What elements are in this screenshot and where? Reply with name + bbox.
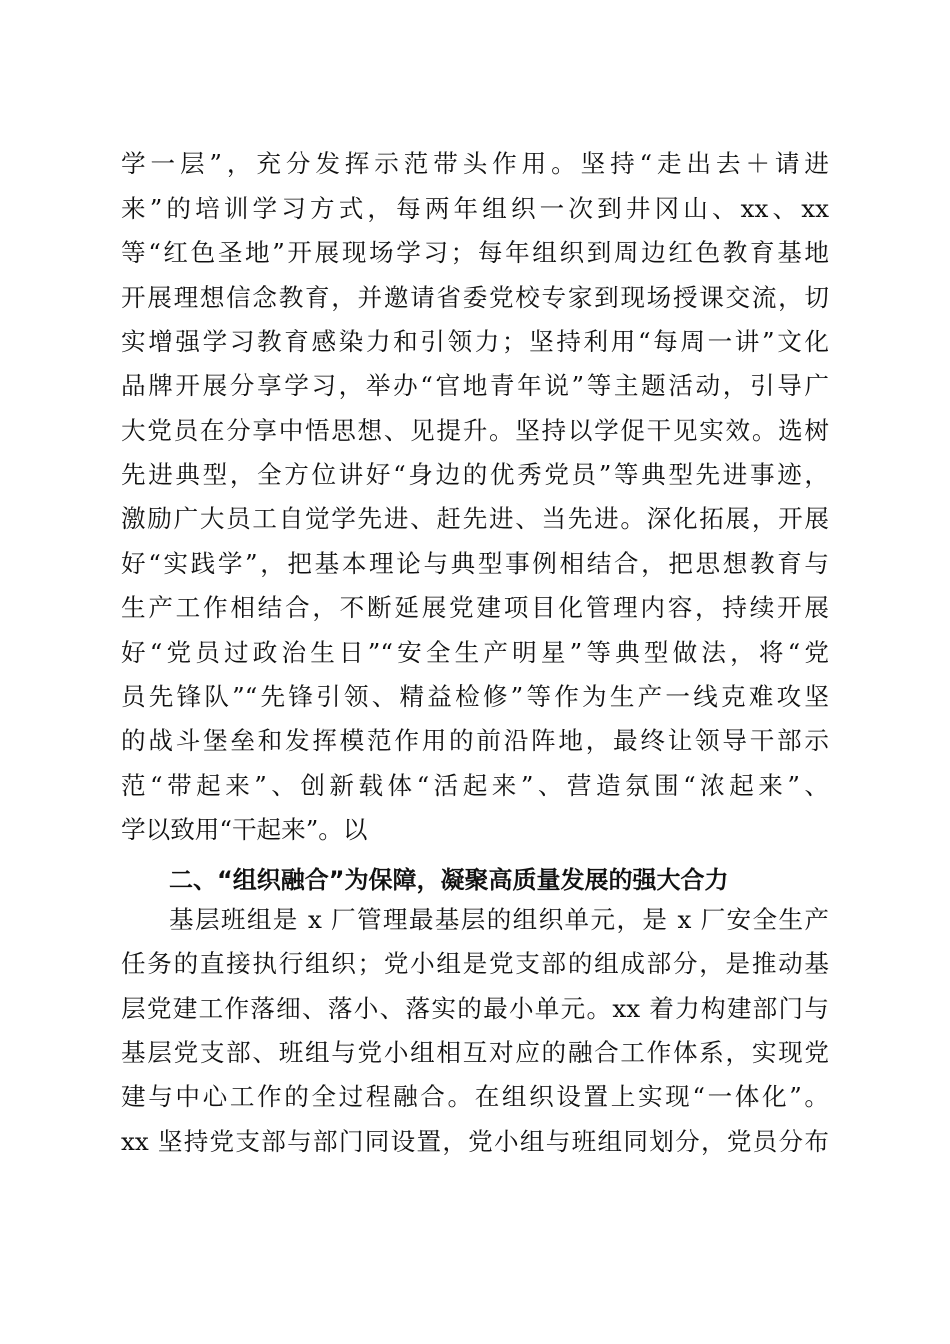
paragraph-line: 来”的培训学习方式，每两年组织一次到井冈山、xx、xx (121, 194, 829, 223)
paragraph-line: 好“实践学”，把基本理论与典型事例相结合，把思想教育与 (121, 549, 829, 578)
paragraph-line: 的战斗堡垒和发挥模范作用的前沿阵地，最终让领导干部示 (121, 726, 829, 755)
paragraph-line: 员先锋队”“先锋引领、精益检修”等作为生产一线克难攻坚 (121, 682, 829, 711)
section-heading: 二、“组织融合”为保障，凝聚高质量发展的强大合力 (169, 866, 729, 894)
paragraph-line: 学一层”，充分发挥示范带头作用。坚持“走出去＋请进 (121, 149, 829, 178)
paragraph-line: 基层党支部、班组与党小组相互对应的融合工作体系，实现党 (121, 1038, 829, 1067)
paragraph-line: 学以致用“干起来”。以 (121, 815, 368, 844)
paragraph-line: 实增强学习教育感染力和引领力；坚持利用“每周一讲”文化 (121, 327, 829, 356)
paragraph-line: 激励广大员工自觉学先进、赶先进、当先进。深化拓展，开展 (121, 504, 829, 533)
paragraph-line: 先进典型，全方位讲好“身边的优秀党员”等典型先进事迹， (121, 460, 829, 489)
paragraph-line: 基层班组是 x 厂管理最基层的组织单元，是 x 厂安全生产 (169, 905, 829, 934)
paragraph-line: 大党员在分享中悟思想、见提升。坚持以学促干见实效。选树 (121, 416, 829, 445)
paragraph-line: 开展理想信念教育，并邀请省委党校专家到现场授课交流，切 (121, 283, 829, 312)
paragraph-line: 等“红色圣地”开展现场学习；每年组织到周边红色教育基地 (121, 238, 829, 267)
paragraph-line: xx 坚持党支部与部门同设置，党小组与班组同划分，党员分布 (121, 1127, 829, 1156)
paragraph-line: 建与中心工作的全过程融合。在组织设置上实现“一体化”。 (121, 1082, 829, 1111)
paragraph-line: 任务的直接执行组织；党小组是党支部的组成部分，是推动基 (121, 949, 829, 978)
paragraph-line: 范“带起来”、创新载体“活起来”、营造氛围“浓起来”、 (121, 771, 829, 800)
paragraph-line: 层党建工作落细、落小、落实的最小单元。xx 着力构建部门与 (121, 994, 829, 1023)
paragraph-line: 好“党员过政治生日”“安全生产明星”等典型做法，将“党 (121, 638, 829, 667)
paragraph-line: 品牌开展分享学习，举办“官地青年说”等主题活动，引导广 (121, 371, 829, 400)
paragraph-line: 生产工作相结合，不断延展党建项目化管理内容，持续开展 (121, 593, 829, 622)
